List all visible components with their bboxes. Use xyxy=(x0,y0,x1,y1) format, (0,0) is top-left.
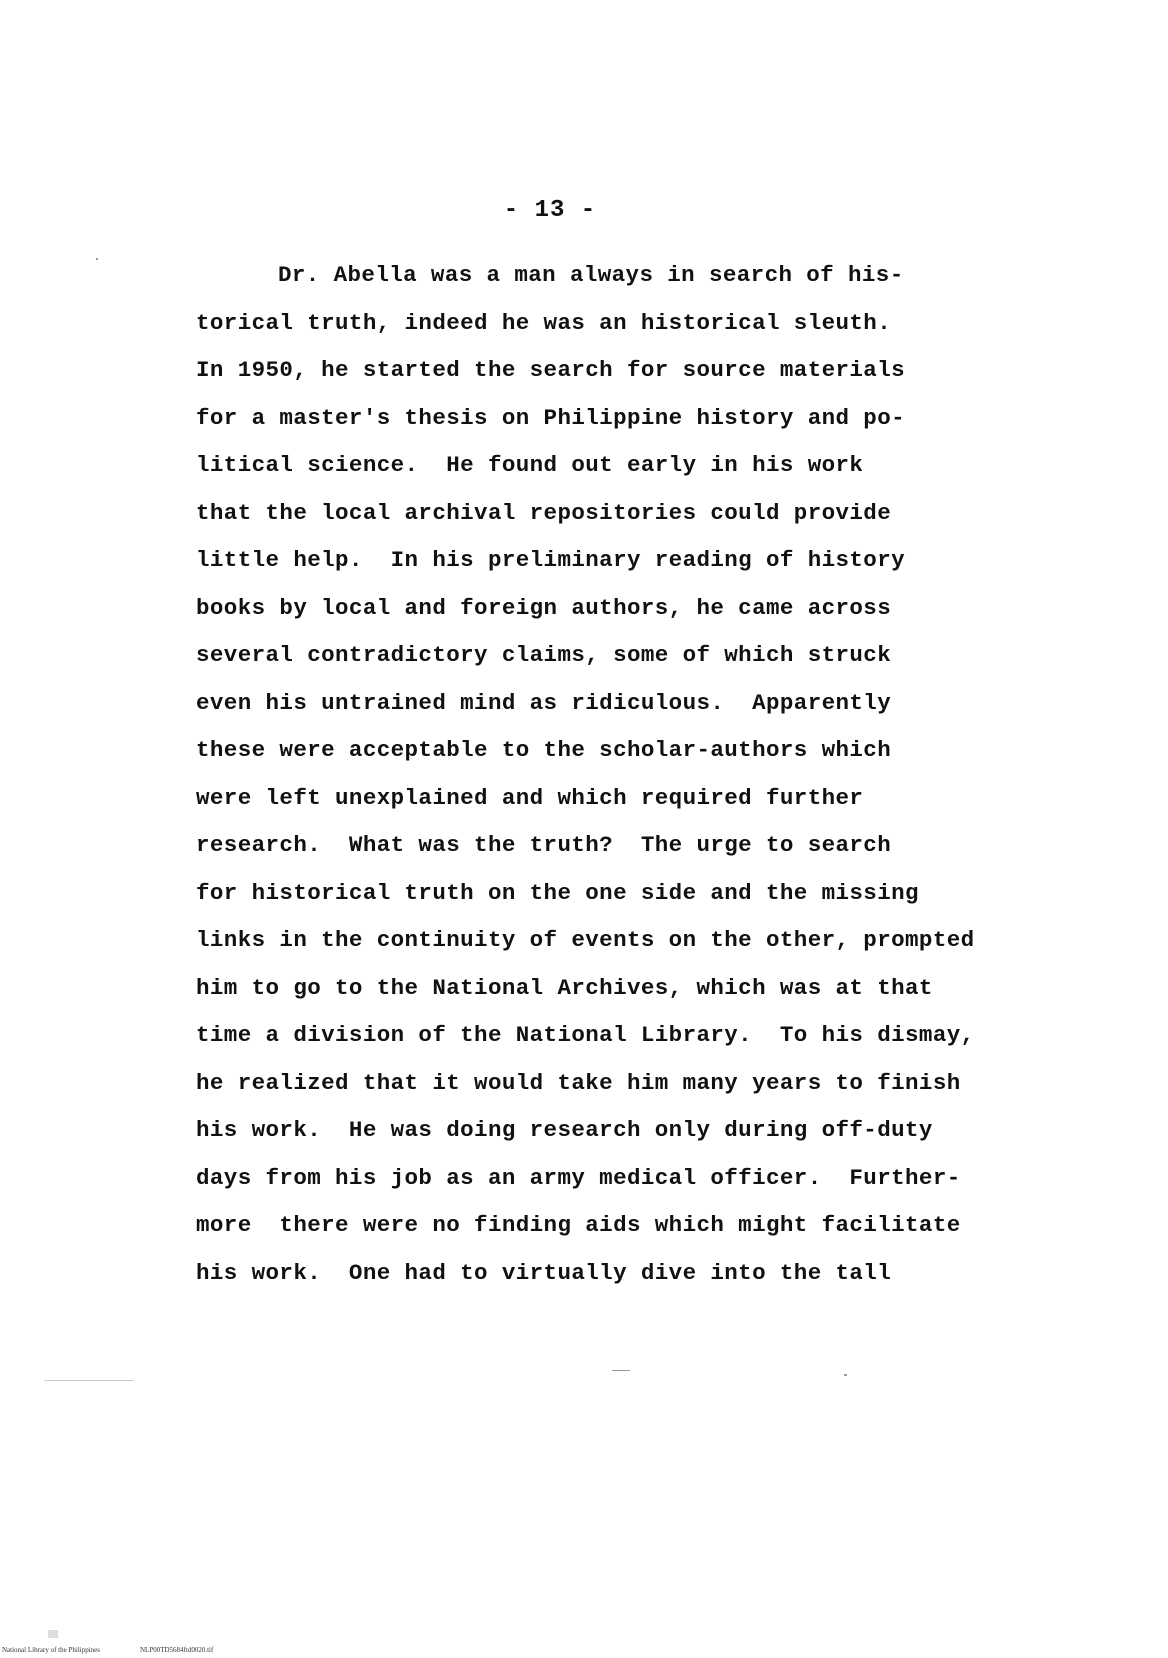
text-line: torical truth, indeed he was an historical sleuth. xyxy=(196,309,892,336)
footer-file: NLP00TD5684ftd0020.tif xyxy=(139,1646,214,1654)
text-line: In 1950, he started the search for source materials xyxy=(196,357,906,383)
text-line: even his untrained mind as ridiculous. Apparently xyxy=(196,689,892,716)
scan-speck xyxy=(96,258,98,260)
scan-speck xyxy=(612,1370,630,1371)
text-line: more there were no finding aids which might facilitate xyxy=(196,1212,961,1238)
text-line: little help. In his preliminary reading of history xyxy=(196,547,906,573)
text-line: his work. One had to virtually dive into the tall xyxy=(196,1259,892,1286)
page-number: - 13 - xyxy=(503,197,597,224)
text-line: litical science. He found out early in his work xyxy=(196,452,864,478)
text-line: links in the continuity of events on the other, prompted xyxy=(196,927,975,953)
text-line: for a master's thesis on Philippine history and po- xyxy=(196,404,906,431)
text-line: time a division of the National Library. To his dismay, xyxy=(196,1022,975,1048)
scan-speck xyxy=(48,1630,58,1638)
text-line: several contradictory claims, some of which struck xyxy=(196,642,892,668)
body-text xyxy=(196,252,975,1297)
text-line: research. What was the truth? The urge to search xyxy=(196,832,892,858)
text-line: days from his job as an army medical officer. Further- xyxy=(196,1164,961,1191)
text-line: him to go to the National Archives, which was at that xyxy=(196,974,933,1001)
text-line: were left unexplained and which required further xyxy=(196,784,864,811)
text-line: that the local archival repositories could provide xyxy=(196,499,892,526)
text-line: his work. He was doing research only during off-duty xyxy=(196,1117,933,1143)
text-line: these were acceptable to the scholar-authors which xyxy=(196,737,892,763)
scan-speck xyxy=(44,1380,134,1381)
scan-footer xyxy=(2,1646,213,1654)
footer-library: National Library of the Philippines xyxy=(2,1646,100,1654)
text-line: Dr. Abella was a man always in search of his- xyxy=(278,262,904,288)
text-line: he realized that it would take him many years to finish xyxy=(196,1069,961,1096)
text-line: for historical truth on the one side and the missing xyxy=(196,879,919,906)
scan-speck xyxy=(844,1374,847,1376)
text-line: books by local and foreign authors, he came across xyxy=(196,594,892,621)
